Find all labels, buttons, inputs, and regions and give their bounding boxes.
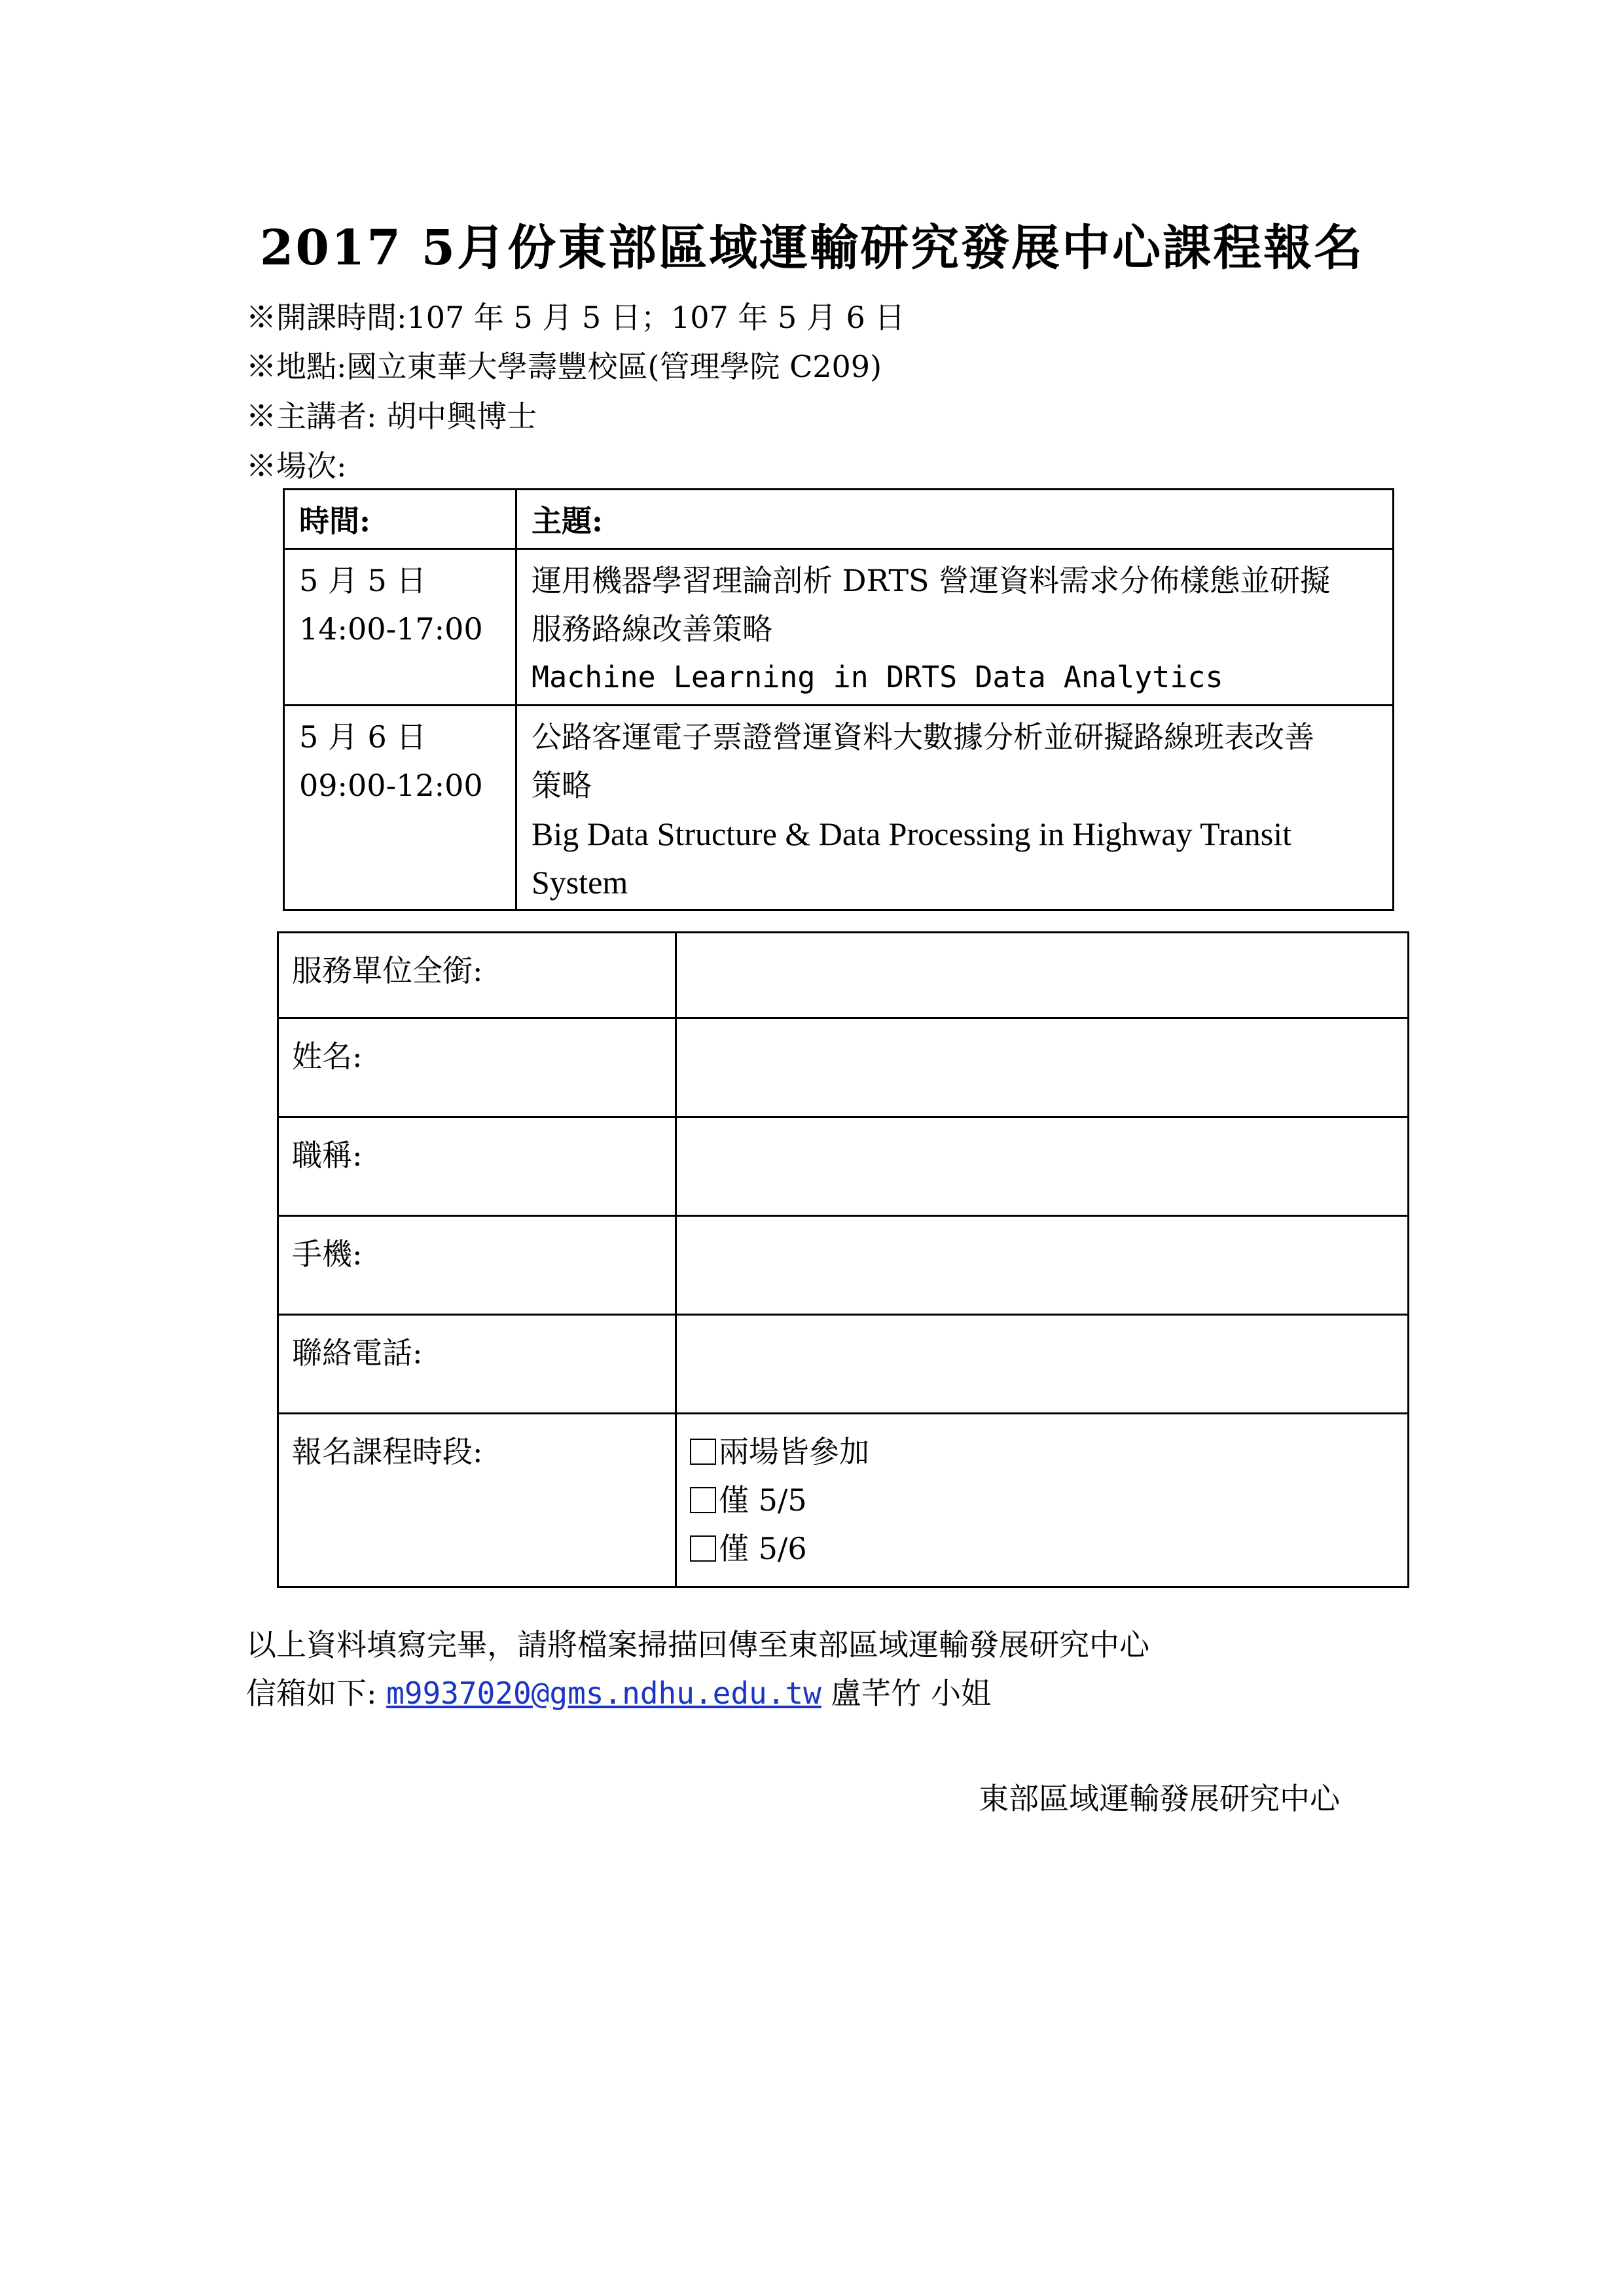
job-title-label: 職稱: xyxy=(278,1117,676,1216)
schedule-time-cell xyxy=(284,549,516,706)
session-date: 5 月 6 日 xyxy=(299,719,427,755)
topic-chinese-cont: 策略 xyxy=(532,768,592,803)
schedule-header-time: 時間: xyxy=(284,490,516,549)
session-hours: 09:00-12:00 xyxy=(299,768,483,803)
sessions-label: ※場次: xyxy=(246,448,347,484)
org-field[interactable] xyxy=(676,933,1409,1018)
topic-chinese-cont: 服務路線改善策略 xyxy=(532,611,772,647)
instruction-text: 以上資料填寫完畢，請將檔案掃描回傳至東部區域運輸發展研究中心 xyxy=(246,1627,1149,1662)
schedule-topic-cell xyxy=(516,706,1394,910)
option-label: 僅 5/6 xyxy=(719,1531,807,1566)
contact-person: 盧芊竹 小姐 xyxy=(821,1676,992,1711)
schedule-topic-cell xyxy=(516,549,1394,706)
topic-english: Machine Learning in DRTS Data Analytics xyxy=(532,660,1223,694)
checkbox-may6[interactable] xyxy=(690,1535,716,1562)
topic-english-cont: System xyxy=(532,864,628,901)
schedule-header-topic: 主題: xyxy=(516,490,1394,549)
topic-english: Big Data Structure & Data Processing in Highway Transit xyxy=(532,816,1291,852)
form-row-mobile xyxy=(278,1216,1409,1315)
form-row-name xyxy=(278,1018,1409,1117)
org-label: 服務單位全銜: xyxy=(278,933,676,1018)
job-title-field[interactable] xyxy=(676,1117,1409,1216)
option-may5[interactable] xyxy=(690,1476,1394,1524)
page-title: 2017 5月份東部區域運輸研究發展中心課程報名 xyxy=(259,220,1365,276)
form-row-phone xyxy=(278,1315,1409,1414)
schedule-time-cell xyxy=(284,706,516,910)
option-both[interactable] xyxy=(690,1427,1394,1476)
course-time: ※開課時間:107 年 5 月 5 日；107 年 5 月 6 日 xyxy=(246,300,905,335)
course-speaker: ※主講者: 胡中興博士 xyxy=(246,399,537,434)
phone-label: 聯絡電話: xyxy=(278,1315,676,1414)
checkbox-both[interactable] xyxy=(690,1439,716,1465)
session-hours: 14:00-17:00 xyxy=(299,611,483,647)
registration-form xyxy=(277,931,1409,1588)
session-label: 報名課程時段: xyxy=(278,1414,676,1587)
name-label: 姓名: xyxy=(278,1018,676,1117)
topic-chinese: 公路客運電子票證營運資料大數據分析並研擬路線班表改善 xyxy=(532,719,1314,755)
schedule-table xyxy=(283,488,1394,911)
checkbox-may5[interactable] xyxy=(690,1487,716,1513)
form-row-session xyxy=(278,1414,1409,1587)
phone-field[interactable] xyxy=(676,1315,1409,1414)
schedule-header-row xyxy=(284,490,1394,549)
form-row-title xyxy=(278,1117,1409,1216)
session-date: 5 月 5 日 xyxy=(299,563,427,598)
option-may6[interactable] xyxy=(690,1524,1394,1573)
schedule-row xyxy=(284,549,1394,706)
topic-chinese: 運用機器學習理論剖析 DRTS 營運資料需求分佈樣態並研擬 xyxy=(532,563,1331,598)
option-label: 僅 5/5 xyxy=(719,1482,807,1518)
email-link[interactable]: m9937020@gms.ndhu.edu.tw xyxy=(386,1676,821,1711)
mobile-field[interactable] xyxy=(676,1216,1409,1315)
email-prefix: 信箱如下: xyxy=(246,1676,387,1711)
session-options xyxy=(676,1414,1409,1587)
course-location: ※地點:國立東華大學壽豐校區(管理學院 C209) xyxy=(246,349,882,384)
organization-signature: 東部區域運輸發展研究中心 xyxy=(979,1781,1340,1816)
mobile-label: 手機: xyxy=(278,1216,676,1315)
contact-line xyxy=(246,1674,991,1713)
name-field[interactable] xyxy=(676,1018,1409,1117)
form-row-organization xyxy=(278,933,1409,1018)
schedule-row xyxy=(284,706,1394,910)
option-label: 兩場皆參加 xyxy=(719,1434,869,1469)
